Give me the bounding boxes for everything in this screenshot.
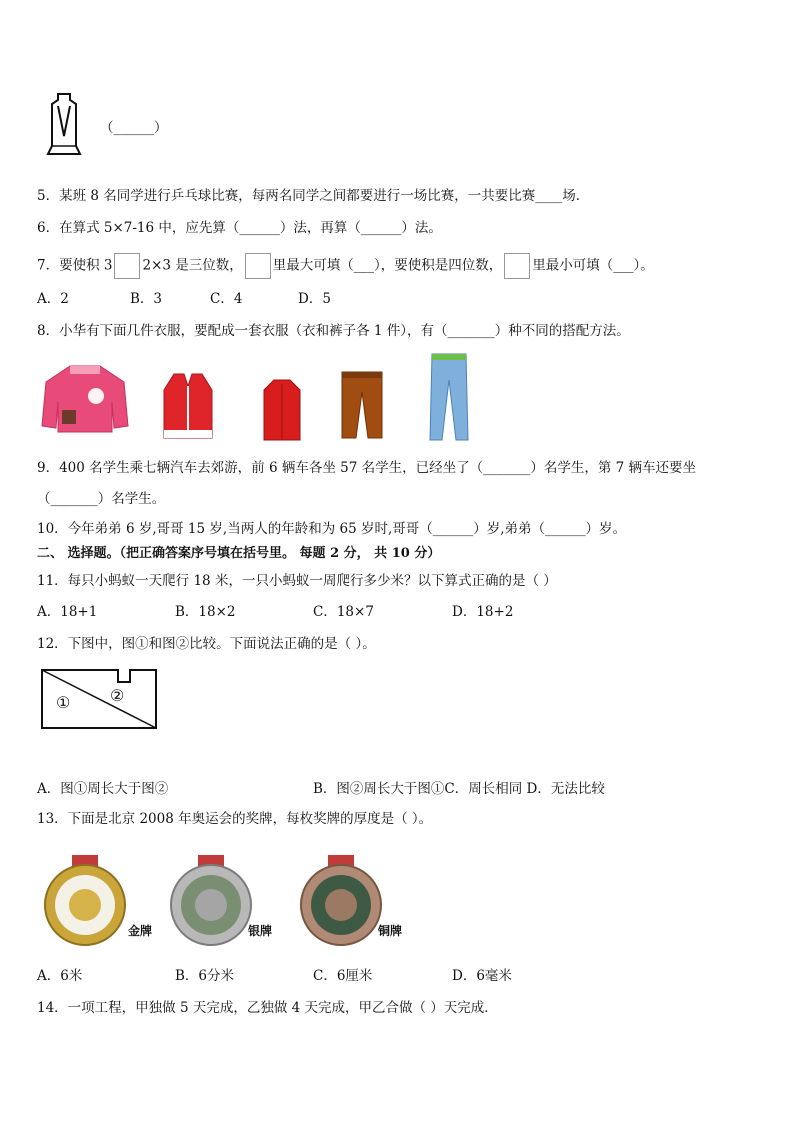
q4-answer-blank: （______） <box>100 120 168 136</box>
q7-part3: 里最大可填（___），要使积是四位数， <box>272 257 503 274</box>
silver-medal-image <box>168 855 254 947</box>
medal-label-silver: 银牌 <box>248 924 273 938</box>
q11-option-d: D．18+2 <box>452 604 514 620</box>
q12-option-a: A．图①周长大于图② <box>37 781 169 797</box>
q7-part1: 7．要使积 3 <box>37 257 113 274</box>
q12-text: 12．下图中，图①和图②比较。下面说法正确的是（ ）。 <box>37 636 376 652</box>
bronze-medal-image <box>298 855 384 947</box>
section-2-heading: 二、 选择题。（把正确答案序号填在括号里。 每题 2 分， 共 10 分） <box>37 546 441 561</box>
brown-pants-image <box>340 370 384 440</box>
q7-box-3 <box>504 253 530 279</box>
q6-text: 6．在算式 5×7-16 中，应先算（______）法，再算（______）法。 <box>37 220 442 236</box>
q11-option-c: C．18×7 <box>313 604 374 620</box>
q13-option-d: D．6毫米 <box>452 968 512 984</box>
q12-fig-label-2: ② <box>110 686 125 705</box>
figure-shape-icon <box>44 92 84 158</box>
q12-fig-label-1: ① <box>56 693 71 712</box>
q7-option-c: C．4 <box>210 291 243 307</box>
medal-label-gold: 金牌 <box>128 924 153 938</box>
q5-text: 5．某班 8 名同学进行乒乓球比赛，每两名同学之间都要进行一场比赛，一共要比赛____场． <box>37 188 590 204</box>
q7-box-1 <box>114 253 140 279</box>
q7-text <box>37 253 654 279</box>
q13-option-c: C．6厘米 <box>313 968 373 984</box>
q14-text: 14．一项工程，甲独做 5 天完成，乙独做 4 天完成，甲乙合做（ ）天完成． <box>37 1000 498 1016</box>
red-vest-image <box>162 372 214 440</box>
gold-medal-image <box>42 855 128 947</box>
q12-option-bcd: B．图②周长大于图①C．周长相同 D．无法比较 <box>313 781 605 797</box>
q11-text: 11．每只小蚂蚁一天爬行 18 米，一只小蚂蚁一周爬行多少米？以下算式正确的是（ ） <box>37 573 557 589</box>
q7-box-2 <box>245 253 271 279</box>
q7-option-a: A．2 <box>37 291 69 307</box>
q9-line2: （_______）名学生。 <box>37 491 166 507</box>
q11-option-a: A．18+1 <box>37 604 98 620</box>
q7-option-d: D．5 <box>298 291 331 307</box>
q10-text: 10．今年弟弟 6 岁,哥哥 15 岁,当两人的年龄和为 65 岁时,哥哥（______）岁,弟弟（______）岁。 <box>37 521 627 537</box>
red-coat-image <box>262 378 302 442</box>
blue-jeans-image <box>426 352 472 442</box>
q11-option-b: B．18×2 <box>175 604 236 620</box>
q13-text: 13．下面是北京 2008 年奥运会的奖牌，每枚奖牌的厚度是（ ）。 <box>37 811 433 827</box>
q13-option-b: B．6分米 <box>175 968 235 984</box>
q8-text: 8．小华有下面几件衣服，要配成一套衣服（衣和裤子各 1 件），有（_______）种不同的搭配方法。 <box>37 323 630 339</box>
q9-line1: 9．400 名学生乘七辆汽车去郊游，前 6 辆车各坐 57 名学生，已经坐了（_______）名学生，第 7 辆车还要坐 <box>37 460 697 476</box>
q7-part4: 里最小可填（___）。 <box>532 257 654 274</box>
pink-jacket-image <box>40 362 130 434</box>
q13-option-a: A．6米 <box>37 968 83 984</box>
q7-part2: 2×3 是三位数， <box>142 257 243 274</box>
q7-option-b: B．3 <box>130 291 163 307</box>
medal-label-bronze: 铜牌 <box>378 924 403 938</box>
